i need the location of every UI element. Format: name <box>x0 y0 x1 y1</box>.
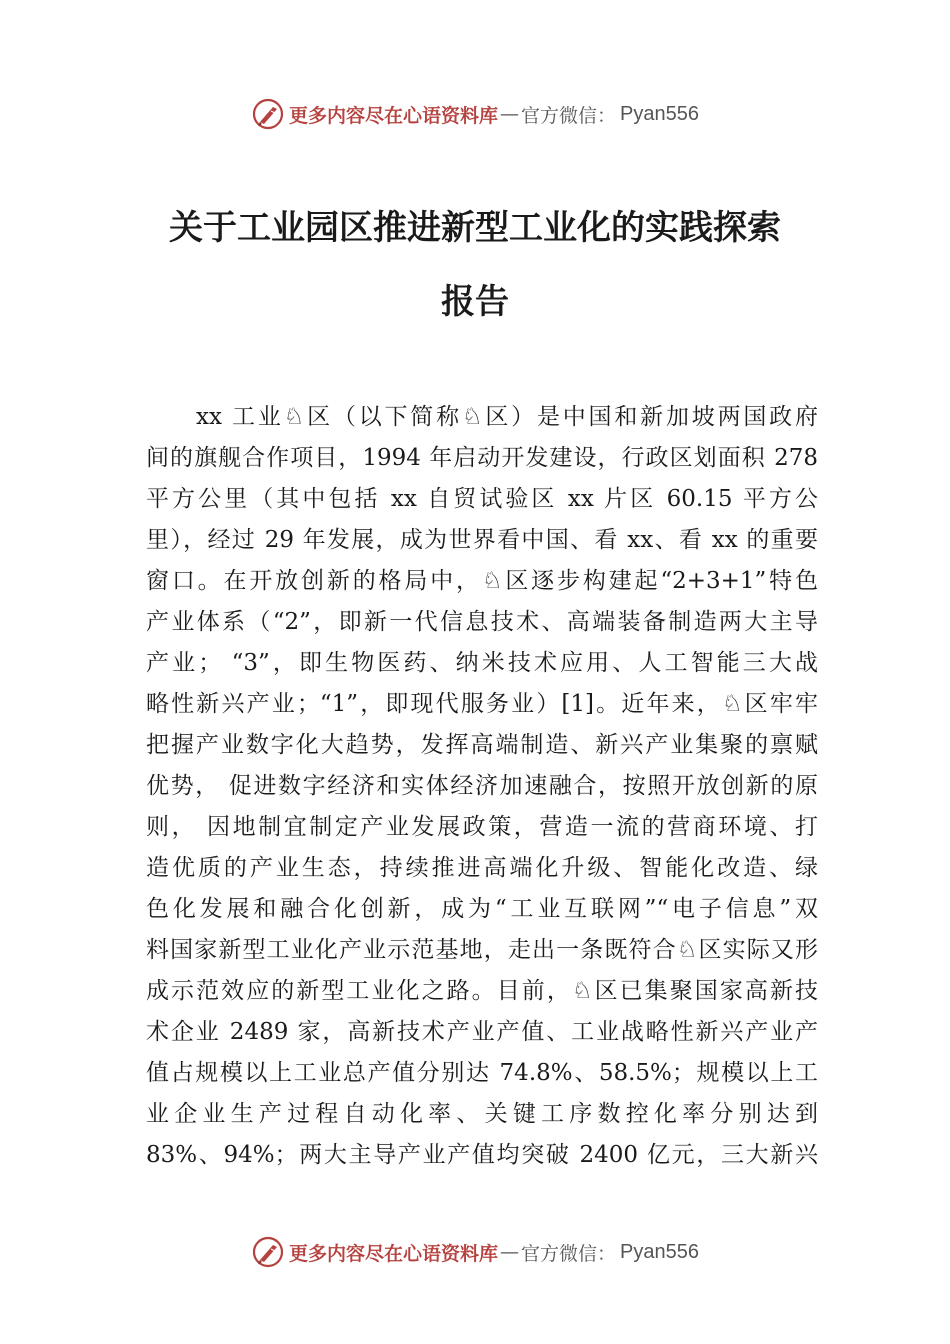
body-line: 成示范效应的新型工业化之路。目前，♘区已集聚国家高新技 <box>146 978 818 1004</box>
banner-brand-text: 更多内容尽在心语资料库 <box>289 1242 499 1265</box>
banner-dash: — <box>500 1241 520 1263</box>
pen-nib-logo-icon <box>251 97 285 131</box>
banner-wechat-id: Pyan556 <box>620 1240 699 1263</box>
banner-official-label: 官方微信： <box>521 1242 617 1265</box>
banner-wechat-id: Pyan556 <box>620 102 699 125</box>
body-line: 间的旗舰合作项目，1994 年启动开发建设，行政区划面积 278 <box>146 445 818 471</box>
document-title-line-2: 报告 <box>441 282 509 322</box>
body-line: 则， 因地制宜制定产业发展政策，营造一流的营商环境、打 <box>146 814 818 840</box>
body-line: 值占规模以上工业总产值分别达 74.8%、58.5%；规模以上工 <box>146 1060 818 1086</box>
document-body-paragraph <box>146 397 818 1176</box>
body-line: 窗口。在开放创新的格局中，♘区逐步构建起“2+3+1”特色 <box>146 568 818 594</box>
body-line: 平方公里（其中包括 xx 自贸试验区 xx 片区 60.15 平方公 <box>146 486 818 512</box>
document-title-line-1: 关于工业园区推进新型工业化的实践探索 <box>169 208 781 248</box>
banner-brand-text: 更多内容尽在心语资料库 <box>289 104 499 127</box>
body-line: 料国家新型工业化产业示范基地，走出一条既符合♘区实际又形 <box>146 937 818 963</box>
body-line: 产业； “3”，即生物医药、纳米技术应用、人工智能三大战 <box>146 650 818 676</box>
body-line: 把握产业数字化大趋势，发挥高端制造、新兴产业集聚的禀赋 <box>146 732 818 758</box>
body-line: 造优质的产业生态，持续推进高端化升级、智能化改造、绿 <box>146 855 818 881</box>
header-watermark-banner <box>0 94 950 134</box>
body-line: 里），经过 29 年发展，成为世界看中国、看 xx、看 xx 的重要 <box>146 527 818 553</box>
body-line: xx 工业♘区（以下简称♘区）是中国和新加坡两国政府 <box>196 404 818 430</box>
banner-official-label: 官方微信： <box>521 104 617 127</box>
body-line: 产业体系（“2”，即新一代信息技术、高端装备制造两大主导 <box>146 609 818 635</box>
body-line: 优势， 促进数字经济和实体经济加速融合，按照开放创新的原 <box>146 773 818 799</box>
body-line: 83%、94%；两大主导产业产值均突破 2400 亿元，三大新兴 <box>146 1142 818 1168</box>
pen-nib-logo-icon <box>251 1235 285 1269</box>
banner-dash: — <box>500 103 520 125</box>
body-line: 术企业 2489 家，高新技术产业产值、工业战略性新兴产业产 <box>146 1019 818 1045</box>
body-line: 略性新兴产业；“1”，即现代服务业）[1]。近年来，♘区牢牢 <box>146 691 818 717</box>
body-line: 色化发展和融合化创新，成为“工业互联网”“电子信息”双 <box>146 896 818 922</box>
footer-watermark-banner <box>0 1232 950 1272</box>
body-line: 业企业生产过程自动化率、关键工序数控化率分别达到 <box>146 1101 818 1127</box>
